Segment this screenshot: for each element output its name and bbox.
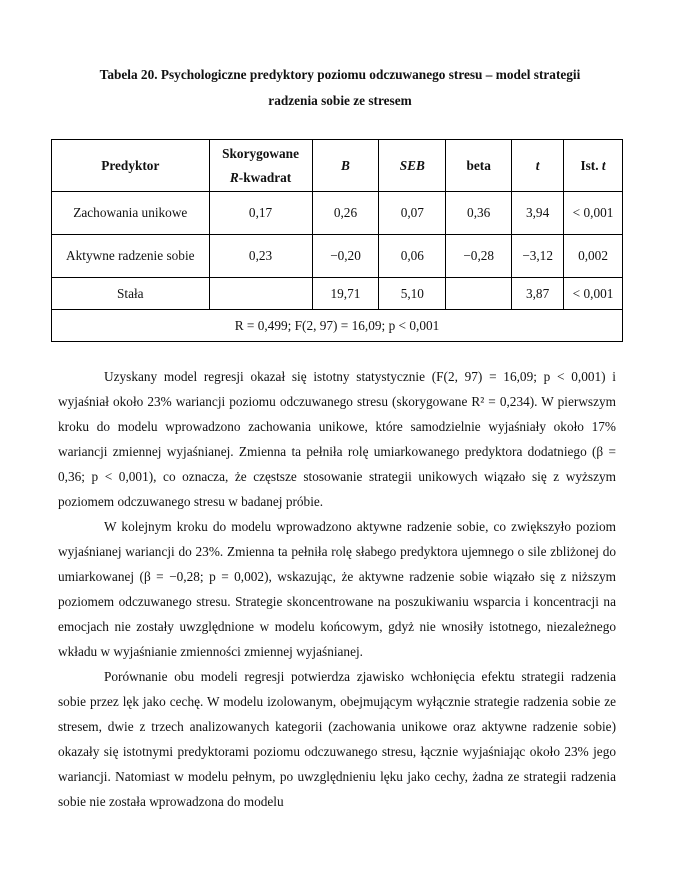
table-caption bbox=[60, 62, 620, 114]
table-row bbox=[52, 235, 623, 278]
table-footer-stats: R = 0,499; F(2, 97) = 16,09; p < 0,001 bbox=[52, 310, 623, 342]
cell-t: 3,94 bbox=[512, 192, 564, 235]
cell-adj-r2 bbox=[209, 278, 312, 310]
cell-predictor: Zachowania unikowe bbox=[52, 192, 210, 235]
caption-line-2: radzenia sobie ze stresem bbox=[268, 93, 412, 108]
paragraph: W kolejnym kroku do modelu wprowadzono aktywne radzenie sobie, co zwiększyło poziom wyjaśnianej wariancji do 23%. Zmienna ta pełniła rolę słabego predyktora ujemnego o sile zbliżonej do umiarkowanej (β = −0,28; p = 0,002), wskazując, że aktywne radzenie sobie wiązało się z niższym poziomem odczuwanego stresu. Strategie skoncentrowane na poszukiwaniu wsparcia i koncentracji na emocjach nie zostały uwzględnione w modelu końcowym, gdyż nie wnosiły istotnego, niezależnego wkładu w wyjaśnianie zmienności zmiennej wyjaśnianej. bbox=[58, 519, 616, 659]
header-t: t bbox=[512, 140, 564, 192]
cell-predictor: Stała bbox=[52, 278, 210, 310]
header-adjusted-r2-line1: Skorygowane bbox=[222, 145, 299, 161]
cell-beta: −0,28 bbox=[446, 235, 512, 278]
header-adjusted-r2-line2 bbox=[214, 166, 308, 190]
header-seb: SEB bbox=[379, 140, 446, 192]
header-adjusted-r2 bbox=[209, 140, 312, 192]
cell-seb: 0,06 bbox=[379, 235, 446, 278]
header-b: B bbox=[312, 140, 379, 192]
table-row bbox=[52, 192, 623, 235]
body-text bbox=[58, 364, 616, 814]
cell-seb: 0,07 bbox=[379, 192, 446, 235]
header-r-italic: R bbox=[229, 169, 239, 185]
header-kwadrat: -kwadrat bbox=[238, 169, 292, 185]
cell-b: 0,26 bbox=[312, 192, 379, 235]
header-ist-t-italic: t bbox=[601, 157, 606, 173]
cell-ist: 0,002 bbox=[564, 235, 623, 278]
table-row bbox=[52, 278, 623, 310]
cell-t: 3,87 bbox=[512, 278, 564, 310]
cell-seb: 5,10 bbox=[379, 278, 446, 310]
caption-line-1: Tabela 20. Psychologiczne predyktory poziomu odczuwanego stresu – model strategii bbox=[99, 67, 581, 82]
cell-t: −3,12 bbox=[512, 235, 564, 278]
cell-beta: 0,36 bbox=[446, 192, 512, 235]
cell-b: −0,20 bbox=[312, 235, 379, 278]
table-header-row bbox=[52, 140, 623, 192]
paragraph: Porównanie obu modeli regresji potwierdza zjawisko wchłonięcia efektu strategii radzenia sobie przez lęk jako cechę. W modelu izolowanym, obejmującym wyłącznie strategie radzenia sobie ze stresem, dwie z trzech analizowanych kategorii (zachowania unikowe oraz aktywne radzenie sobie) okazały się istotnymi predyktorami poziomu odczuwanego stresu, łącznie wyjaśniając około 23% jego wariancji. Natomiast w modelu pełnym, po uwzględnieniu lęku jako cechy, żadna ze strategii radzenia sobie nie została wprowadzona do modelu bbox=[58, 669, 616, 809]
cell-predictor: Aktywne radzenie sobie bbox=[52, 235, 210, 278]
cell-adj-r2: 0,23 bbox=[209, 235, 312, 278]
cell-b: 19,71 bbox=[312, 278, 379, 310]
cell-adj-r2: 0,17 bbox=[209, 192, 312, 235]
cell-ist: < 0,001 bbox=[564, 278, 623, 310]
cell-ist: < 0,001 bbox=[564, 192, 623, 235]
header-ist-t bbox=[564, 140, 623, 192]
cell-beta bbox=[446, 278, 512, 310]
paragraph: Uzyskany model regresji okazał się istotny statystycznie (F(2, 97) = 16,09; p < 0,001) i wyjaśniał około 23% wariancji poziomu odczuwanego stresu (skorygowane R² = 0,234). W pierwszym kroku do modelu wprowadzono zachowania unikowe, które samodzielnie wyjaśniały około 17% wariancji zmiennej wyjaśnianej. Zmienna ta pełniła rolę umiarkowanego predyktora dodatniego (β = 0,36; p < 0,001), co oznacza, że częstsze stosowanie strategii unikowych wiązało się z wyższym poziomem odczuwanego stresu w badanej próbie. bbox=[58, 369, 616, 509]
header-predictor: Predyktor bbox=[52, 140, 210, 192]
regression-table bbox=[51, 139, 623, 342]
table-footer-row bbox=[52, 310, 623, 342]
header-beta: beta bbox=[446, 140, 512, 192]
header-ist-prefix: Ist. bbox=[580, 157, 602, 173]
